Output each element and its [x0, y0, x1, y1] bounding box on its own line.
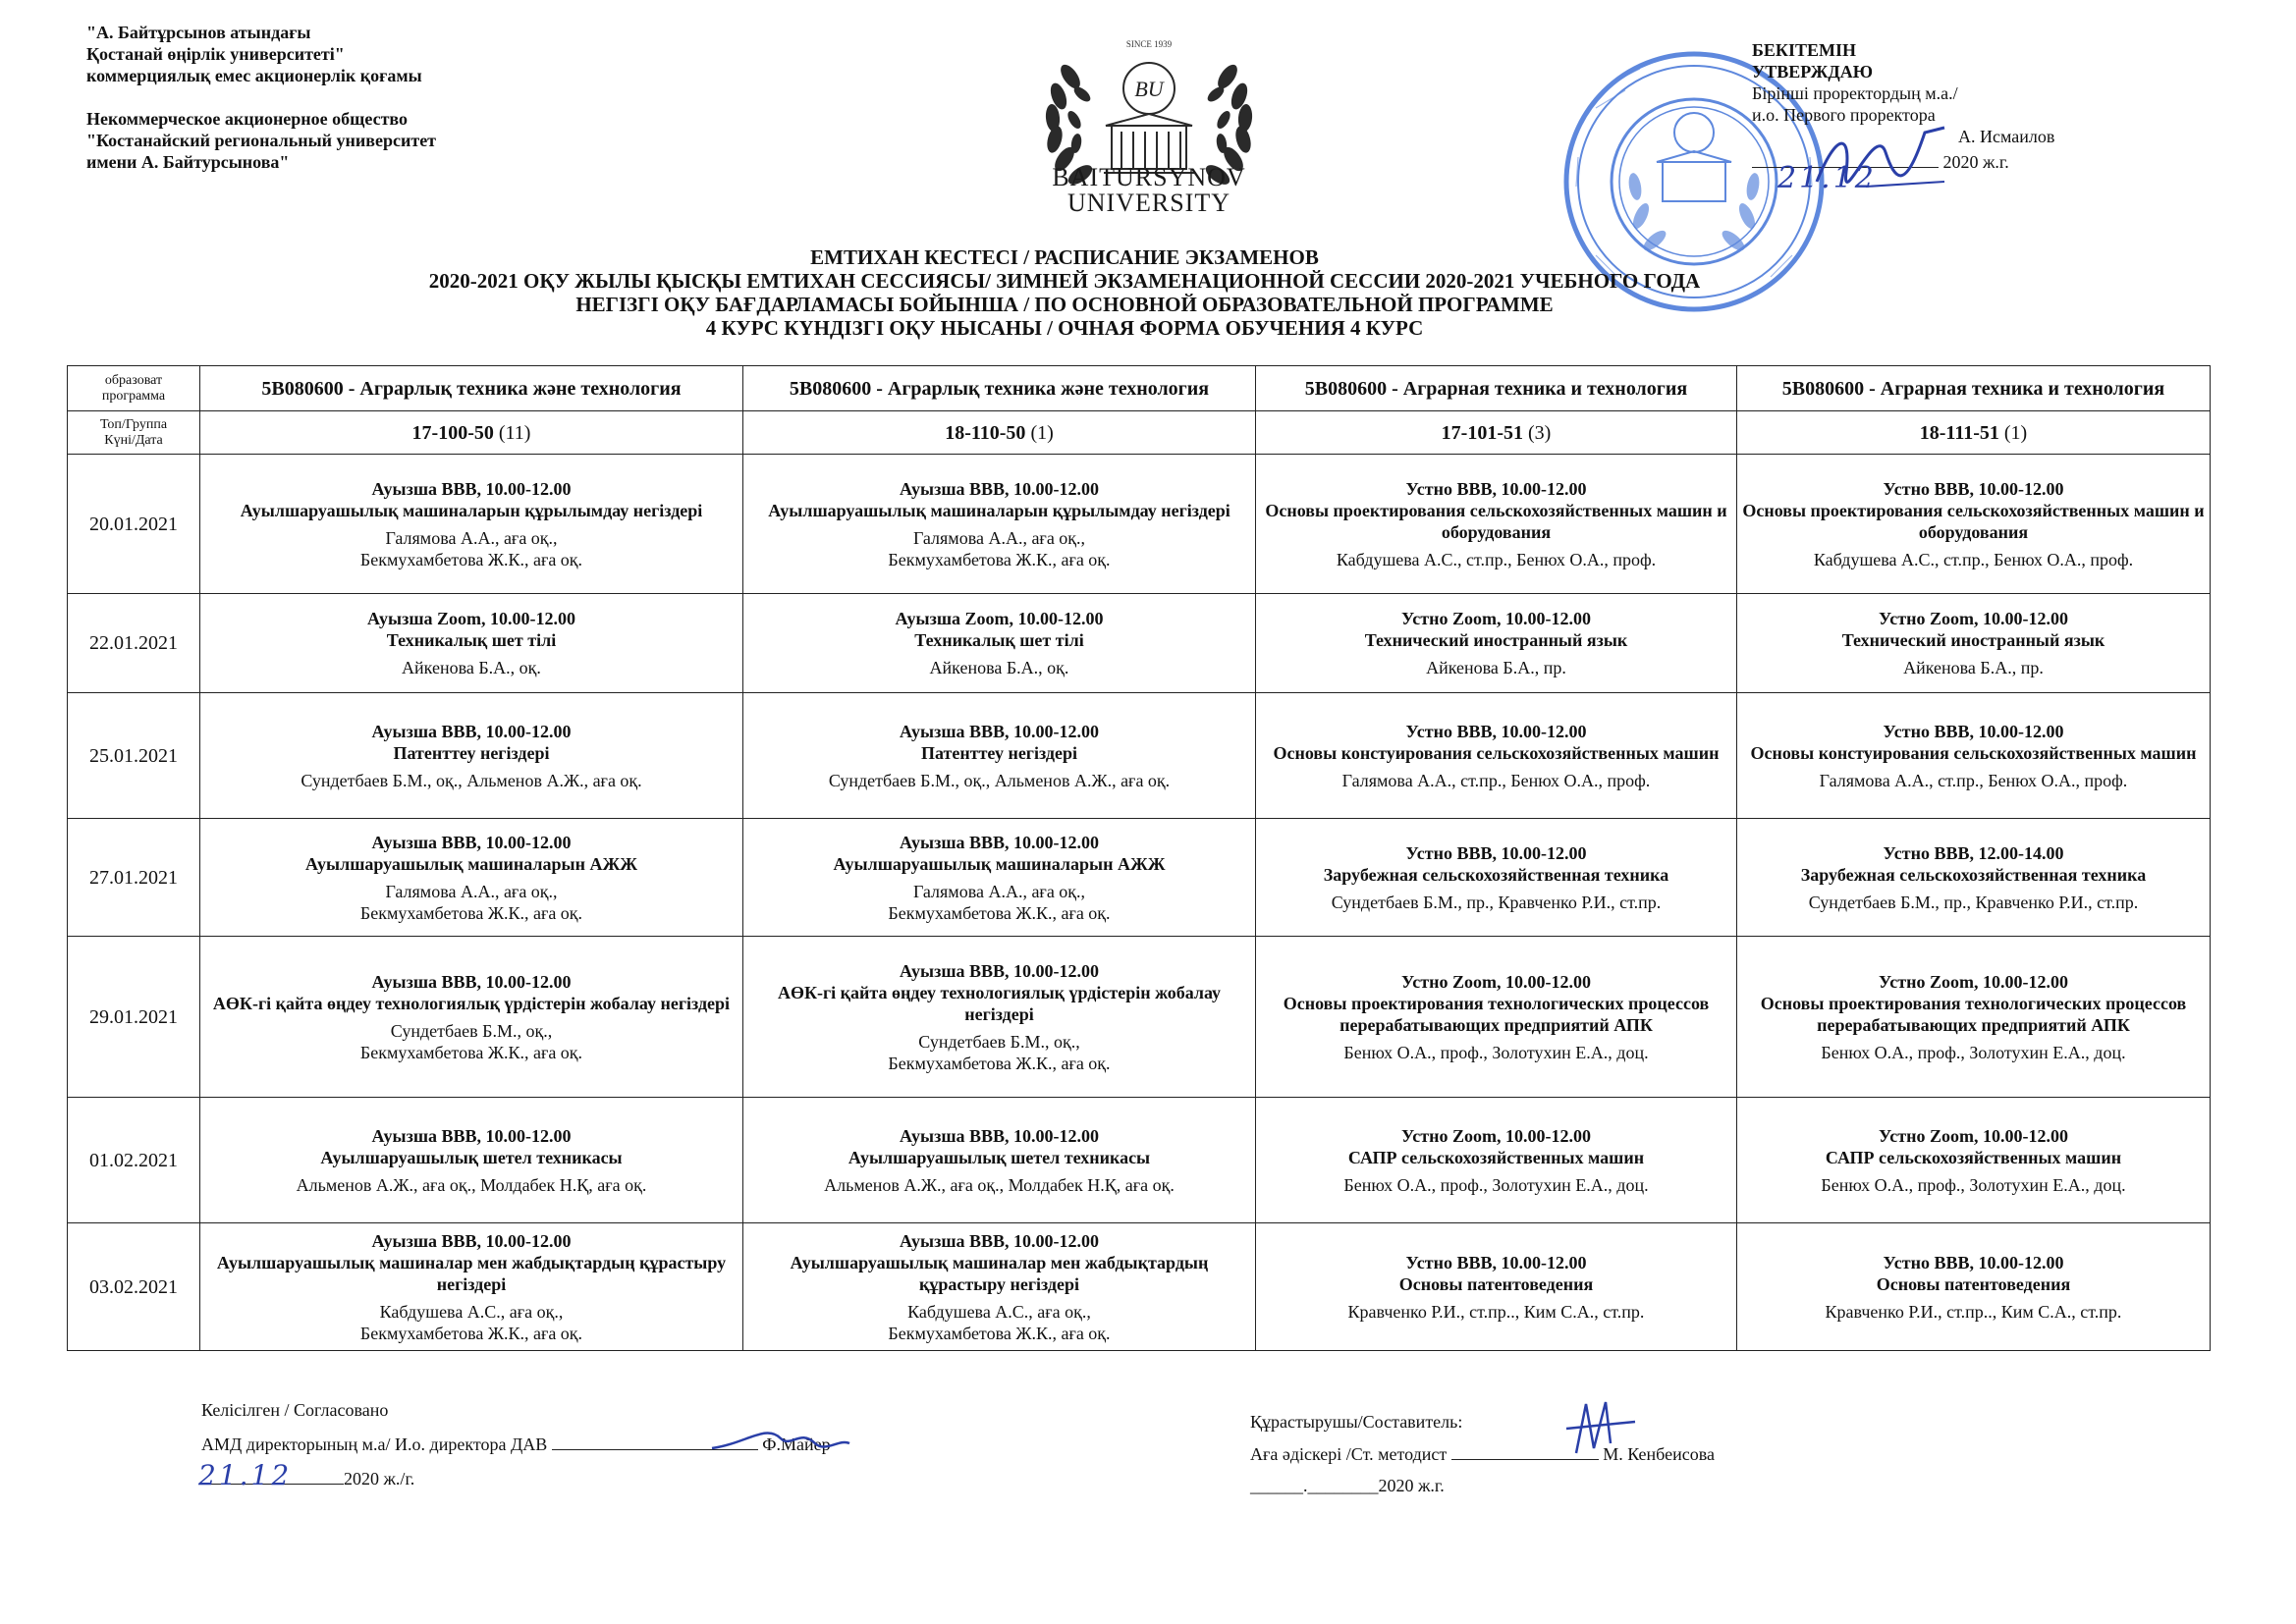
teacher-line1: Кравченко Р.И., ст.пр.., Ким С.А., ст.пр.: [1825, 1301, 2122, 1322]
exam-schedule-table: [67, 365, 2211, 1351]
footer-composer: [1250, 1410, 1715, 1497]
exam-format-time: Устно BBB, 12.00-14.00: [1883, 842, 2064, 863]
teacher-line1: Сундетбаев Б.М., пр., Кравченко Р.И., ст.пр.: [1331, 892, 1662, 912]
teacher-line1: Бенюх О.А., проф., Золотухин Е.А., доц.: [1821, 1042, 2126, 1062]
exam-cell: [743, 455, 1256, 594]
subject-name: Ауылшаруашылық машиналар мен жабдықтардың құрастыру негіздері: [216, 1252, 727, 1294]
table-row: [68, 1098, 2211, 1223]
subject-name: Технический иностранный язык: [1364, 630, 1628, 650]
teacher-line1: Кабдушева А.С., ст.пр., Бенюх О.А., проф.: [1813, 549, 2134, 569]
exam-cell: [1737, 937, 2211, 1098]
subject-name: Основы патентоведения: [1398, 1273, 1594, 1294]
agreed-year: 2020 ж./г.: [344, 1469, 415, 1489]
program-name: 5В080600 - Аграрная техника и технология: [1737, 366, 2211, 411]
exam-date: 25.01.2021: [68, 693, 200, 819]
teacher-line2: Бекмухамбетова Ж.К., аға оқ.: [359, 902, 583, 923]
group-count: (11): [498, 421, 531, 444]
teacher-line2: Бекмухамбетова Ж.К., аға оқ.: [359, 1042, 583, 1062]
teacher-line2: Бекмухамбетова Ж.К., аға оқ.: [888, 1323, 1111, 1343]
exam-format-time: Устно BBB, 10.00-12.00: [1883, 478, 2064, 499]
exam-format-time: Ауызша BBB, 10.00-12.00: [371, 478, 572, 499]
methodist-name: М. Кенбеисова: [1603, 1444, 1715, 1464]
exam-cell: [1737, 455, 2211, 594]
subject-name: Ауылшаруашылық шетел техникасы: [847, 1147, 1151, 1167]
subject-name: Зарубежная сельскохозяйственная техника: [1323, 864, 1669, 885]
methodist-label: Аға әдіскері /Ст. методист: [1250, 1444, 1448, 1464]
exam-cell: [1256, 455, 1737, 594]
logo-name-line1: BAITURSYNOV: [1052, 163, 1246, 191]
composer-label: Құрастырушы/Составитель:: [1250, 1412, 1463, 1432]
exam-format-time: Устно BBB, 10.00-12.00: [1405, 721, 1587, 741]
teacher-line1: Айкенова Б.А., оқ.: [929, 658, 1069, 677]
teacher-line1: Бенюх О.А., проф., Золотухин Е.А., доц.: [1343, 1174, 1649, 1195]
teacher-line1: Галямова А.А., аға оқ.,: [385, 527, 558, 548]
teacher-line1: Галямова А.А., ст.пр., Бенюх О.А., проф.: [1819, 770, 2128, 790]
exam-format-time: Устно Zoom, 10.00-12.00: [1401, 609, 1591, 628]
exam-cell: [1256, 819, 1737, 937]
methodist-signature-icon: [1557, 1394, 1645, 1463]
approve-line2: и.о. Первого проректора: [1752, 105, 1936, 125]
exam-cell: [200, 1098, 743, 1223]
exam-format-time: Ауызша BBB, 10.00-12.00: [371, 1125, 572, 1146]
exam-format-time: Ауызша BBB, 10.00-12.00: [899, 478, 1100, 499]
exam-format-time: Ауызша Zoom, 10.00-12.00: [366, 609, 576, 628]
subject-name: САПР сельскохозяйственных машин: [1825, 1147, 2122, 1167]
exam-cell: [1737, 1223, 2211, 1351]
exam-format-time: Ауызша BBB, 10.00-12.00: [899, 1230, 1100, 1251]
approve-ru: УТВЕРЖДАЮ: [1752, 62, 1874, 81]
teacher-line1: Айкенова Б.А., пр.: [1426, 658, 1566, 677]
exam-date: 27.01.2021: [68, 819, 200, 937]
group-code-value: 18-111-51: [1919, 421, 1999, 444]
exam-cell: [743, 819, 1256, 937]
teacher-line1: Бенюх О.А., проф., Золотухин Е.А., доц.: [1821, 1174, 2126, 1195]
group-header-label: [68, 411, 200, 455]
teacher-line1: Сундетбаев Б.М., оқ.,: [918, 1031, 1080, 1052]
logo-since: SINCE 1939: [1125, 39, 1173, 49]
table-row: [68, 937, 2211, 1098]
agreed-handwritten-date: 21.12: [198, 1459, 293, 1491]
org-ru-line3: имени А. Байтурсынова": [86, 152, 290, 172]
subject-name: Техникалық шет тілі: [914, 630, 1084, 650]
table-row: [68, 819, 2211, 937]
table-row: [68, 693, 2211, 819]
exam-cell: [743, 594, 1256, 693]
teacher-line1: Айкенова Б.А., пр.: [1903, 658, 2044, 677]
teacher-line2: Бекмухамбетова Ж.К., аға оқ.: [888, 1053, 1111, 1073]
teacher-line1: Кабдушева А.С., ст.пр., Бенюх О.А., проф.: [1336, 549, 1657, 569]
exam-format-time: Устно BBB, 10.00-12.00: [1405, 842, 1587, 863]
group-header-l2: Күні/Дата: [104, 432, 163, 448]
org-ru-line1: Некоммерческое акционерное общество: [86, 109, 409, 129]
teacher-line1: Сундетбаев Б.М., оқ., Альменов А.Ж., аға оқ.: [828, 770, 1171, 790]
exam-date: 22.01.2021: [68, 594, 200, 693]
program-header-l2: программа: [101, 388, 166, 404]
exam-format-time: Устно Zoom, 10.00-12.00: [1879, 1125, 2068, 1146]
exam-format-time: Ауызша BBB, 10.00-12.00: [371, 721, 572, 741]
teacher-line1: Галямова А.А., ст.пр., Бенюх О.А., проф.: [1341, 770, 1651, 790]
approval-handwritten-date: 21.12: [1777, 161, 1877, 195]
org-kz-line2: Қостанай өңірлік университеті": [86, 44, 345, 64]
exam-date: 20.01.2021: [68, 455, 200, 594]
teacher-line2: Бекмухамбетова Ж.К., аға оқ.: [888, 902, 1111, 923]
subject-name: Ауылшаруашылық машиналарын құрылымдау негіздері: [768, 500, 1230, 520]
exam-cell: [1256, 1223, 1737, 1351]
exam-cell: [1737, 819, 2211, 937]
title-line3: НЕГІЗГІ ОҚУ БАҒДАРЛАМАСЫ БОЙЫНША / ПО ОСНОВНОЙ ОБРАЗОВАТЕЛЬНОЙ ПРОГРАММЕ: [575, 293, 1554, 316]
exam-cell: [200, 693, 743, 819]
table-row: [68, 594, 2211, 693]
program-name: 5В080600 - Аграрлық техника және технология: [743, 366, 1256, 411]
exam-format-time: Устно BBB, 10.00-12.00: [1883, 1252, 2064, 1272]
exam-cell: [200, 455, 743, 594]
exam-date: 01.02.2021: [68, 1098, 200, 1223]
exam-format-time: Устно Zoom, 10.00-12.00: [1401, 971, 1591, 992]
subject-name: Ауылшаруашылық машиналарын құрылымдау негіздері: [240, 500, 703, 520]
exam-cell: [1256, 937, 1737, 1098]
exam-format-time: Ауызша BBB, 10.00-12.00: [371, 1230, 572, 1251]
logo-name-line2: UNIVERSITY: [1067, 189, 1230, 217]
exam-cell: [1737, 594, 2211, 693]
exam-format-time: Устно BBB, 10.00-12.00: [1405, 1252, 1587, 1272]
subject-name: АӨК-гі қайта өңдеу технологиялық үрдістерін жобалау негіздері: [212, 993, 731, 1013]
teacher-line1: Галямова А.А., аға оқ.,: [912, 527, 1086, 548]
subject-name: Основы проектирования технологических процессов перерабатывающих предприятий АПК: [1760, 993, 2187, 1035]
approve-name: А. Исмаилов: [1958, 127, 2055, 146]
exam-format-time: Ауызша BBB, 10.00-12.00: [371, 832, 572, 852]
org-kz-line3: коммерциялық емес акционерлік қоғамы: [86, 66, 422, 85]
teacher-line2: Бекмухамбетова Ж.К., аға оқ.: [359, 1323, 583, 1343]
group-header-l1: Топ/Группа: [99, 416, 168, 432]
group-code-value: 18-110-50: [945, 421, 1026, 444]
exam-cell: [1256, 1098, 1737, 1223]
subject-name: Технический иностранный язык: [1841, 630, 2105, 650]
approve-year: 2020 ж.г.: [1942, 152, 2009, 172]
subject-name: Основы патентоведения: [1876, 1273, 2071, 1294]
teacher-line1: Галямова А.А., аға оқ.,: [385, 881, 558, 901]
exam-format-time: Ауызша BBB, 10.00-12.00: [899, 1125, 1100, 1146]
teacher-line1: Галямова А.А., аға оқ.,: [912, 881, 1086, 901]
subject-name: Зарубежная сельскохозяйственная техника: [1800, 864, 2147, 885]
subject-name: Основы констуирования сельскохозяйственных машин: [1273, 742, 1720, 763]
exam-format-time: Ауызша BBB, 10.00-12.00: [899, 832, 1100, 852]
exam-format-time: Устно Zoom, 10.00-12.00: [1879, 971, 2068, 992]
exam-format-time: Устно Zoom, 10.00-12.00: [1879, 609, 2068, 628]
table-row: [68, 1223, 2211, 1351]
exam-cell: [1737, 693, 2211, 819]
group-count: (1): [2003, 421, 2028, 444]
agreed-label: Келісілген / Согласовано: [201, 1400, 389, 1420]
program-name: 5В080600 - Аграрная техника и технология: [1256, 366, 1737, 411]
exam-format-time: Устно Zoom, 10.00-12.00: [1401, 1125, 1591, 1146]
director-signature-icon: [707, 1414, 854, 1468]
title-line4: 4 КУРС КҮНДІЗГІ ОҚУ НЫСАНЫ / ОЧНАЯ ФОРМА ОБУЧЕНИЯ 4 КУРС: [705, 316, 1424, 340]
exam-cell: [743, 693, 1256, 819]
group-code: [1737, 411, 2211, 455]
group-code-value: 17-100-50: [411, 421, 494, 444]
teacher-line2: Бекмухамбетова Ж.К., аға оқ.: [888, 549, 1111, 569]
group-header-row: [68, 411, 2211, 455]
table-row: [68, 455, 2211, 594]
exam-cell: [200, 819, 743, 937]
exam-cell: [743, 937, 1256, 1098]
teacher-line1: Кабдушева А.С., аға оқ.,: [907, 1301, 1091, 1322]
exam-format-time: Ауызша BBB, 10.00-12.00: [899, 960, 1100, 981]
subject-name: Патенттеу негіздері: [920, 742, 1077, 763]
exam-format-time: Ауызша Zoom, 10.00-12.00: [895, 609, 1104, 628]
subject-name: Техникалық шет тілі: [386, 630, 557, 650]
teacher-line1: Альменов А.Ж., аға оқ., Молдабек Н.Қ, аға оқ.: [824, 1174, 1175, 1195]
subject-name: Основы констуирования сельскохозяйственных машин: [1750, 742, 2197, 763]
teacher-line1: Альменов А.Ж., аға оқ., Молдабек Н.Қ, аға оқ.: [296, 1174, 647, 1195]
exam-cell: [1737, 1098, 2211, 1223]
exam-cell: [743, 1098, 1256, 1223]
group-count: (3): [1528, 421, 1552, 444]
group-code-value: 17-101-51: [1441, 421, 1523, 444]
approve-line1: Бірінші проректордың м.а./: [1752, 83, 1958, 103]
exam-cell: [743, 1223, 1256, 1351]
org-kz-line1: "А. Байтұрсынов атындағы: [86, 23, 311, 42]
org-ru-line2: "Костанайский региональный университет: [86, 131, 437, 150]
teacher-line1: Айкенова Б.А., оқ.: [402, 658, 541, 677]
director-label: АМД директорының м.а/ И.о. директора ДАВ: [201, 1435, 548, 1454]
program-header-l1: образоват: [104, 372, 163, 388]
title-line1: ЕМТИХАН КЕСТЕСІ / РАСПИСАНИЕ ЭКЗАМЕНОВ: [810, 245, 1319, 269]
teacher-line1: Бенюх О.А., проф., Золотухин Е.А., доц.: [1343, 1042, 1649, 1062]
subject-name: Ауылшаруашылық машиналар мен жабдықтардың құрастыру негіздері: [790, 1252, 1209, 1294]
teacher-line1: Сундетбаев Б.М., оқ., Альменов А.Ж., аға оқ.: [301, 770, 642, 790]
program-header-label: [68, 366, 200, 411]
director-name: Ф.Майер: [762, 1435, 831, 1454]
organization-block: [86, 22, 436, 173]
exam-cell: [1256, 693, 1737, 819]
exam-format-time: Ауызша BBB, 10.00-12.00: [371, 971, 572, 992]
exam-cell: [200, 937, 743, 1098]
subject-name: Основы проектирования технологических процессов перерабатывающих предприятий АПК: [1283, 993, 1710, 1035]
subject-name: АӨК-гі қайта өңдеу технологиялық үрдістерін жобалау негіздері: [777, 982, 1222, 1024]
approve-kz: БЕКІТЕМІН: [1752, 40, 1856, 60]
group-count: (1): [1030, 421, 1054, 444]
teacher-line1: Кравченко Р.И., ст.пр.., Ким С.А., ст.пр.: [1347, 1301, 1645, 1322]
teacher-line1: Сундетбаев Б.М., оқ.,: [390, 1020, 553, 1041]
composer-date: ______.________2020 ж.г.: [1250, 1476, 1445, 1495]
exam-format-time: Устно BBB, 10.00-12.00: [1405, 478, 1587, 499]
teacher-line2: Бекмухамбетова Ж.К., аға оқ.: [359, 549, 583, 569]
logo-monogram: BU: [1134, 77, 1164, 101]
document-titles: [0, 245, 2296, 340]
subject-name: Ауылшаруашылық шетел техникасы: [320, 1147, 623, 1167]
program-name: 5В080600 - Аграрлық техника және технология: [200, 366, 743, 411]
teacher-line1: Кабдушева А.С., аға оқ.,: [379, 1301, 564, 1322]
title-line2: 2020-2021 ОҚУ ЖЫЛЫ ҚЫСҚЫ ЕМТИХАН СЕССИЯСЫ/ ЗИМНЕЙ ЭКЗАМЕНАЦИОННОЙ СЕССИИ 2020-2021 УЧЕБНОГО ГОДА: [428, 269, 1701, 293]
subject-name: Патенттеу негіздері: [393, 742, 550, 763]
subject-name: САПР сельскохозяйственных машин: [1347, 1147, 1645, 1167]
logo-wordmark: [1011, 165, 1286, 216]
subject-name: Основы проектирования сельскохозяйственных машин и оборудования: [1265, 500, 1727, 542]
exam-cell: [200, 594, 743, 693]
exam-cell: [1256, 594, 1737, 693]
exam-date: 03.02.2021: [68, 1223, 200, 1351]
group-code: [1256, 411, 1737, 455]
program-header-row: [68, 366, 2211, 411]
group-code: [200, 411, 743, 455]
exam-date: 29.01.2021: [68, 937, 200, 1098]
exam-format-time: Устно BBB, 10.00-12.00: [1883, 721, 2064, 741]
teacher-line1: Сундетбаев Б.М., пр., Кравченко Р.И., ст.пр.: [1808, 892, 2139, 912]
subject-name: Основы проектирования сельскохозяйственных машин и оборудования: [1742, 500, 2205, 542]
subject-name: Ауылшаруашылық машиналарын АЖЖ: [833, 853, 1166, 874]
group-code: [743, 411, 1256, 455]
subject-name: Ауылшаруашылық машиналарын АЖЖ: [304, 853, 638, 874]
exam-format-time: Ауызша BBB, 10.00-12.00: [899, 721, 1100, 741]
exam-cell: [200, 1223, 743, 1351]
